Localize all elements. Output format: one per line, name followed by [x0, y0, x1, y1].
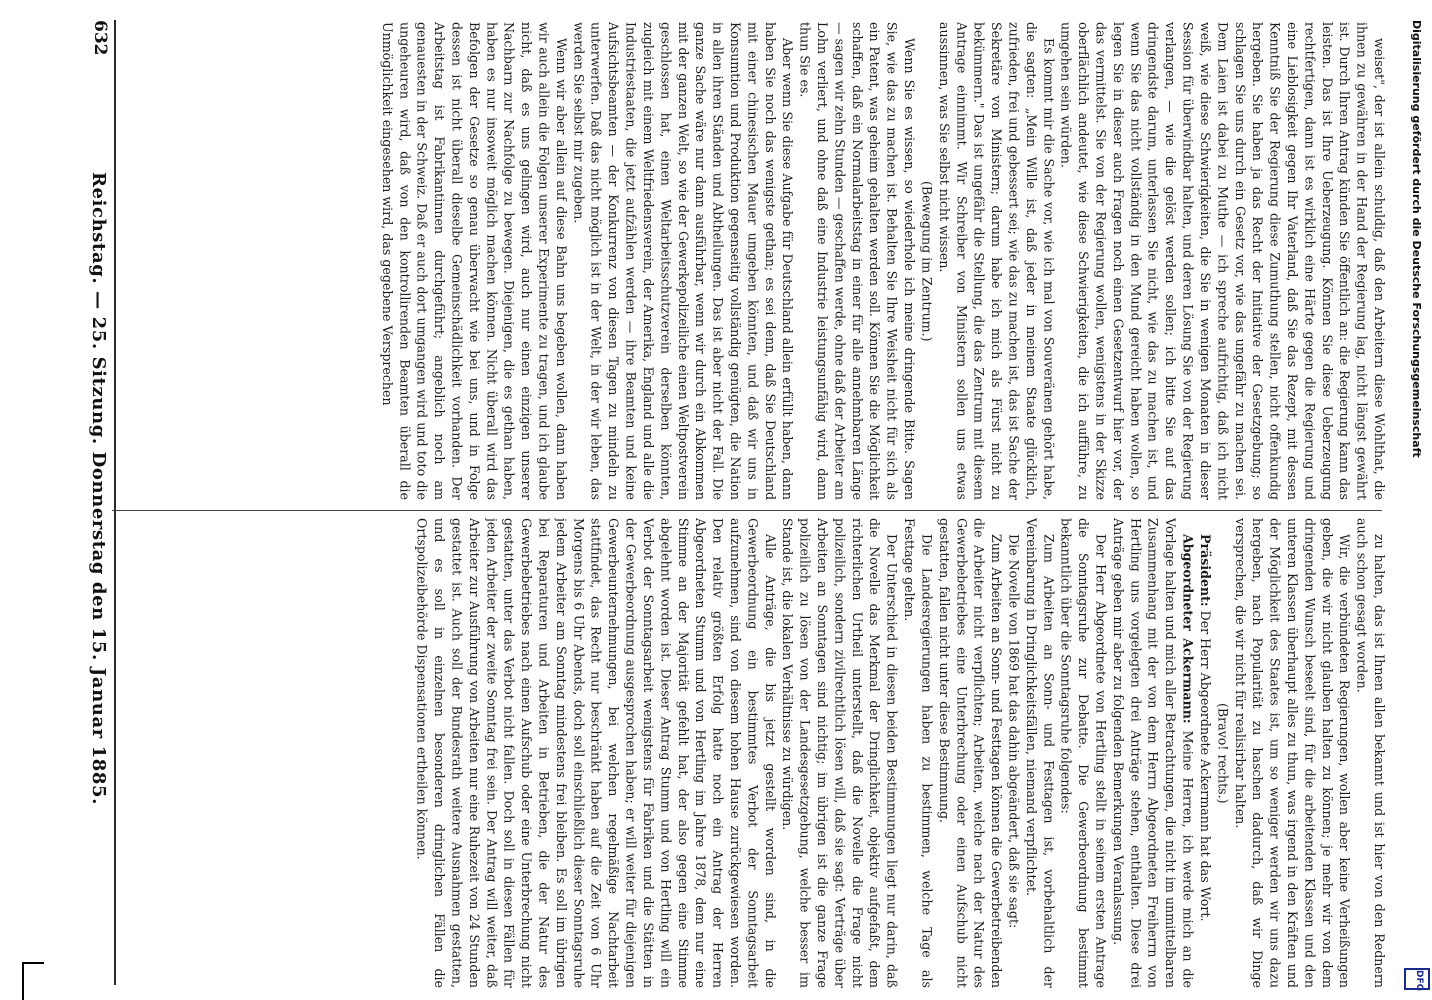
- speaker-text: Der Herr Abgeordnete Ackermann hat das Wort.: [1197, 606, 1213, 922]
- speaker-label: Präsident:: [1197, 534, 1213, 607]
- speaker-paragraph: [1197, 518, 1214, 988]
- dfg-logo: DFG: [1404, 968, 1430, 990]
- quote: Die Landesregierungen haben zu bestimmen, welche Tage als Festtage gelten.: [902, 518, 935, 988]
- column-right: [118, 22, 1388, 500]
- speaker-label: Abgeordneter Ackermann:: [1180, 534, 1196, 724]
- header-rule: [114, 20, 116, 985]
- speaker-paragraph: [1110, 518, 1197, 988]
- crop-mark: [22, 962, 24, 1000]
- paragraph: Es kommt mir die Sache vor, wie ich mal von Souveränen gehört habe, die sagten: „Mein Wille ist, daß jeder in meinem Staate glücklich, zufrieden, frei und gebessert sei; wie das zu machen ist, das ist Sache der Sekretäre von Ministern; darum habe ich mich als Fürst nicht zu bekümmern." Das ist ungefähr die Stellung, die das Zentrum mit diesem Antrage einnimmt. Wir Schreiber von Ministern sollen uns etwas aussinnen, was Sie selbst nicht wissen.: [936, 22, 1057, 500]
- paragraph: weiset", der ist allein schuldig, daß den Arbeitern diese Wohlthat, die ihnen zu gewähren in der Hand der Regierung lag, nicht längst gewährt ist. Durch Ihren Antrag künden Sie öffentlich an: die Regierung kann das leisten. Das ist Ihre Ueberzeugung. Können Sie diese Ueberzeugung rechtfertigen, dann ist es wirklich eine Härte gegen die Regierung und eine Lieblosigkeit gegen Ihr Vaterland, daß Sie das Rezept, mit dessen Kenntniß Sie der Regierung diese Zumuthung stellen, nicht offenkundig hergeben. Sie haben ja das Recht der Initiative der Gesetzgebung; so schlagen Sie uns durch ein Gesetz vor, wie das ungefähr zu machen sei. Dem Laien ist dabei zu Muthe — ich spreche aufrichtig, daß ich nicht weiß, wie diese Schwierigkeiten, die Sie in wenigen Monaten in dieser Session für überwindbar halten, und deren Lösung Sie von der Regierung verlangen, — wie die gelöst werden sollen; ich bitte Sie auf das dringendste darum, unterlassen Sie nicht, wie das zu machen ist, und wenn Sie das nicht vollständig in den Mund gereicht haben wollen, so legen Sie in dieser auch Fragen noch einen Gesetzentwurf hier vor, der das vermittelst. Sie von der Regierung wollen, wenigstens in der Skizze oberflächlich andeutet, wie diese Schwierigkeiten, die ich aufführe, zu umgehen sein würden.: [1058, 22, 1387, 500]
- page-header: [86, 12, 116, 987]
- quote: Zum Arbeiten an Sonn- und Festtagen ist, vorbehaltlich der Vereinbarung in Dringlichkeitsfällen, niemand verpflichtet.: [1023, 518, 1057, 988]
- paragraph: Aber wenn Sie diese Aufgabe für Deutschland allein erfüllt haben, dann haben Sie noch das wenigste gethan; es sei denn, daß Sie Deutschland mit einer chinesischen Mauer umgeben könnten, und daß wir uns in Konsumtion und Produktion gegenseitig vollständig genügten, die Nation in allen ihren Ständen und Abtheilungen. Das ist aber nicht der Fall. Die ganze Sache wäre nur dann ausführbar, wenn wir durch ein Abkommen mit der ganzen Welt, so wie der Gewerkepolizeiliche einen Weltpostverein geschlossen hat, einen Weltarbeitsschutzverein derselben könnten, zugleich mit einem Weltfriedensverein, der Amerika, England und alle die Industriestaaten, die jetzt aufzählen werden — ihre Beamten und keine Aufsichtsbeamten — der Konkurrenz von diesen Tagen zu mindeln zu unterwerfen. Daß das nicht möglich ist in der Welt, in der wir leben, das werden Sie selbst mir zugeben.: [571, 22, 796, 500]
- speaker-text: Meine Herren, ich werde mich an die Vorlage halten und mich aller Betrachtungen, die nicht im unmittelbaren Zusammenhang mit der von dem Herrn Abgeordneten Freiherrn von Hertling uns vorgelegten drei Anträge stehen, enthalten. Diese drei Anträge geben mir aber zu folgenden Bemerkungen Veranlassung.: [1110, 518, 1196, 988]
- paragraph: Die Novelle von 1869 hat das dahin abgeändert, daß sie sagt:: [1006, 534, 1022, 929]
- quote: Zum Arbeiten an Sonn- und Festtagen können die Gewerbetreibenden die Arbeiter nicht verpflichten; Arbeiten, welche nach der Natur des Gewerbebetriebes eine Unterbrechung oder einen Aufschub nicht gestatten, fallen nicht unter diese Bestimmung.: [936, 518, 1005, 988]
- paragraph: Wenn wir aber allein auf diese Bahn uns begeben wollen, dann haben wir auch allein die Folgen unserer Experimente zu tragen, und ich glaube nicht, daß es uns gelingen wird, auch nur einen einzigen unserer Nachbarn zur Nachfolge zu bewegen. Diejenigen, die es gethan haben, haben es nur insoweit möglich machen können. Nicht überall wird das Befolgen der Gesetze so genau überwacht wie bei uns, und in Folge dessen ist nicht überall dieselbe Gemeinschädlichkeit vorhanden. Der Arbeitstag ist Fabrikantinnen durchgeführt; angeblich noch am genauesten in der Schweiz. Daß er auch dort umgangen wird und toto die ungeheuren wird, daß von den kontrollirenden Beamten überall die Unmöglichkeit eingesehen wird, das gegebene Versprechen: [379, 22, 569, 500]
- interjection: (Bravo! rechts.): [1215, 702, 1231, 804]
- paragraph: Alle Anträge, die bis jetzt gestellt worden sind, in die Gewerbeordnung ein bestimmtes Verbot der Sonntagsarbeit aufzunehmen, sind von diesem hohen Hause zurückgewiesen worden. Den relativ größten Erfolg hatte noch ein Antrag der Herren Abgeordneten Stumm und von Hertling im Jahre 1878, dem nur eine Stimme an der Majorität gefehlt hat, der also gegen eine Stimme abgelehnt worden ist. Dieser Antrag Stumm und von Hertling will ein Verbot der Sonntagsarbeit wenigstens für Fabriken und die Stätten in der Gewerbeordnung ausgesprochen haben; er will weiter für diejenigen Gewerbeunternehmungen, bei welchen regelmäßige Nachtarbeit stattfindet, das Recht nur beschränkt haben auf die Zeit von 6 Uhr Morgens bis 6 Uhr Abends, doch soll einschließlich dieser Sonntagsruhe jedem Arbeiter am Sonntag mindestens frei bleiben. Es soll im übrigen bei Reparaturen und Arbeiten in Betrieben, die der Natur des Gewerbebetriebes nach einen Aufschub oder eine Unterbrechung nicht gestatten, unter das Verbot nicht fallen. Doch soll in diesen Fällen für jeden Arbeiter der zweite Sonntag frei sein. Der Antrag will weiter, daß Arbeiter zur Ausführung von Arbeiten nur eine Ruhezeit von 24 Stunden gestattet ist. Auch soll der Bundesrath weitere Ausnahmen gestatten, und es soll in einzelnen besonderen dringlichen Fällen die Ortspolizeibehörde Dispensationen ertheilen können.: [414, 518, 778, 988]
- paragraph: zu halten, das ist Ihnen allen bekannt und ist hier von den Rednern auch schon gesagt worden.: [1354, 518, 1387, 988]
- crop-mark: [22, 962, 44, 964]
- page-number: 632: [90, 20, 110, 56]
- interjection: (Bewegung im Zentrum.): [919, 180, 935, 342]
- paragraph: Der Unterschied in diesen beiden Bestimmungen liegt nur darin, daß die Novelle das Merkmal der Dringlichkeit, objektiv aufgefaßt, dem richterlichen Urtheil unterstellt, daß die Novelle die Frage nicht polizeilich, sondern zivilrechtlich lösen will, daß sie sagt: Verträge über Arbeiten an Sonntagen sind nichtig; im übrigen ist die ganze Frage polizeilich zu lösen von der Landesgesetzgebung, welche besser im Stande ist, die lokalen Verhältnisse zu würdigen.: [780, 518, 900, 988]
- digitization-credit: Digitalisierung gefördert durch die Deutsche Forschungsgemeinschaft: [1410, 20, 1423, 458]
- column-divider: [112, 510, 1382, 511]
- paragraph: Wir, die verbündeten Regierungen, wollen aber keine Verheißungen geben, die wir nicht glauben halten zu können; je mehr wir von dem dringenden Wunsch beseelt sind, für die arbeitenden Klassen und den unteren Klassen überhaupt alles zu thun, was irgend in den Kräften und der Möglichkeit des Staates ist, um so weniger werden wir uns dazu hergeben, nach Popularität zu haschen dadurch, daß wir Dinge versprechen, die wir nicht für realisirbar halten.: [1232, 518, 1353, 988]
- column-left: [118, 518, 1388, 988]
- paragraph: Wenn Sie es wissen, so wiederhole ich meine dringende Bitte. Sagen Sie, wie das zu machen ist. Behalten Sie Ihre Weisheit nicht für sich als ein Patent, was geheim gehalten werden soll. Können Sie die Möglichkeit schaffen, daß ein Normalarbeitstag in einer für alle annehmbaren Länge — sagen wir zehn Stunden — geschaffen werde, ohne daß der Arbeiter am Lohn verliert, und ohne daß eine Industrie leistungsunfähig wird, dann thun Sie es.: [797, 22, 918, 500]
- paragraph: Der Herr Abgeordnete von Hertling stellt in seinem ersten Antrage die Sonntagsruhe zur Debatte. Die Gewerbeordnung bestimmt bekanntlich über die Sonntagsruhe folgendes:: [1058, 518, 1109, 988]
- header-title: Reichstag. — 25. Sitzung. Donnerstag den 15. Januar 1885.: [88, 172, 109, 806]
